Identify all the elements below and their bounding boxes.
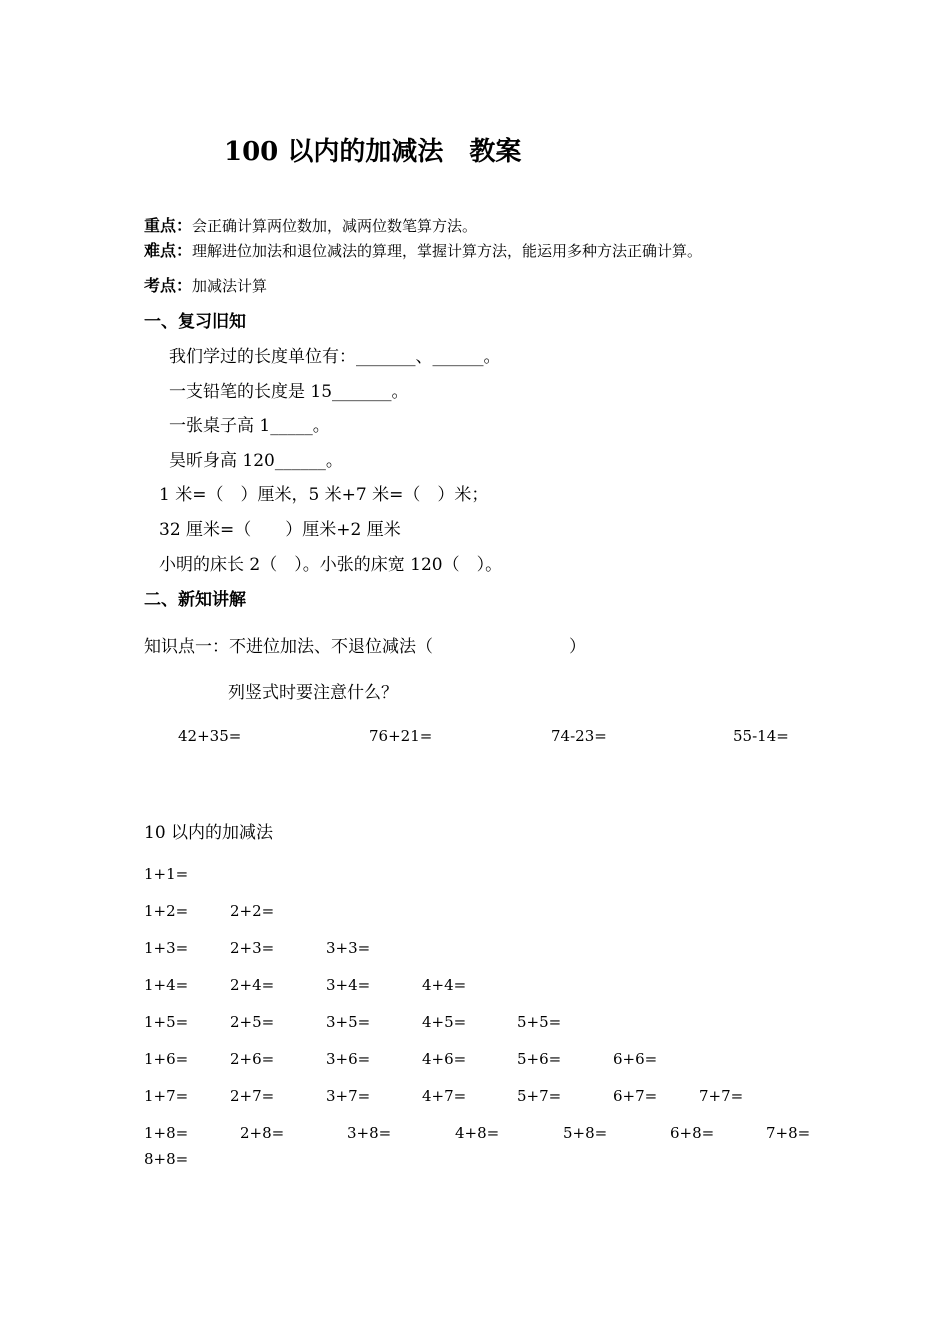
addition-cell: 2+2= (230, 902, 275, 920)
addition-cell: 5+5= (517, 1013, 562, 1031)
section2-heading: 二、新知讲解 (144, 590, 246, 610)
addition-cell: 3+8= (347, 1124, 392, 1142)
addition-cell: 5+6= (517, 1050, 562, 1068)
difficult-point (144, 238, 702, 261)
addition-cell: 3+6= (326, 1050, 371, 1068)
problem: 42+35= (178, 727, 242, 745)
table10-title: 10 以内的加减法 (144, 823, 274, 843)
addition-cell: 1+7= (144, 1087, 189, 1105)
review-line: 32 厘米=（ ）厘米+2 厘米 (159, 520, 401, 540)
exam-point-text: 加减法计算 (192, 277, 268, 295)
section1-heading: 一、复习旧知 (144, 312, 246, 332)
addition-cell: 4+7= (422, 1087, 467, 1105)
difficult-point-text: 理解进位加法和退位减法的算理，掌握计算方法，能运用多种方法正确计算。 (192, 242, 703, 260)
key-point-text: 会正确计算两位数加，减两位数笔算方法。 (192, 217, 478, 235)
addition-cell: 1+1= (144, 865, 189, 883)
addition-cell: 5+7= (517, 1087, 562, 1105)
addition-cell: 8+8= (144, 1150, 189, 1168)
review-line: 小明的床长 2（ ）。小张的床宽 120（ ）。 (159, 555, 503, 575)
addition-cell: 3+4= (326, 976, 371, 994)
addition-cell: 4+8= (455, 1124, 500, 1142)
addition-cell: 2+7= (230, 1087, 275, 1105)
addition-cell: 1+4= (144, 976, 189, 994)
exam-point (144, 273, 267, 296)
key-point-label: 重点： (144, 216, 193, 235)
addition-cell: 2+4= (230, 976, 275, 994)
review-line: 昊昕身高 120______。 (169, 451, 343, 471)
knowledge-point-1: 知识点一：不进位加法、不退位减法（ ） (144, 637, 586, 657)
addition-cell: 2+5= (230, 1013, 275, 1031)
addition-cell: 4+6= (422, 1050, 467, 1068)
problem: 76+21= (369, 727, 433, 745)
addition-cell: 5+8= (563, 1124, 608, 1142)
addition-cell: 1+3= (144, 939, 189, 957)
review-line: 1 米=（ ）厘米，5 米+7 米=（ ）米； (159, 485, 489, 505)
review-line: 一张桌子高 1_____。 (169, 416, 330, 436)
problem: 55-14= (733, 727, 789, 745)
addition-cell: 1+6= (144, 1050, 189, 1068)
addition-cell: 2+6= (230, 1050, 275, 1068)
addition-cell: 7+8= (766, 1124, 811, 1142)
addition-cell: 1+8= (144, 1124, 189, 1142)
question: 列竖式时要注意什么？ (228, 683, 398, 703)
addition-cell: 6+6= (613, 1050, 658, 1068)
addition-cell: 3+3= (326, 939, 371, 957)
addition-cell: 2+8= (240, 1124, 285, 1142)
addition-cell: 1+5= (144, 1013, 189, 1031)
review-line: 我们学过的长度单位有：_______、______。 (169, 347, 501, 367)
addition-cell: 4+5= (422, 1013, 467, 1031)
addition-cell: 4+4= (422, 976, 467, 994)
addition-cell: 3+7= (326, 1087, 371, 1105)
addition-cell: 3+5= (326, 1013, 371, 1031)
addition-cell: 2+3= (230, 939, 275, 957)
review-line: 一支铅笔的长度是 15_______。 (169, 382, 409, 402)
addition-cell: 7+7= (699, 1087, 744, 1105)
addition-cell: 6+8= (670, 1124, 715, 1142)
key-point (144, 213, 477, 236)
exam-point-label: 考点： (144, 276, 193, 295)
addition-cell: 6+7= (613, 1087, 658, 1105)
difficult-point-label: 难点： (144, 241, 193, 260)
page-title: 100 以内的加减法 教案 (224, 137, 522, 167)
addition-cell: 1+2= (144, 902, 189, 920)
problem: 74-23= (551, 727, 607, 745)
